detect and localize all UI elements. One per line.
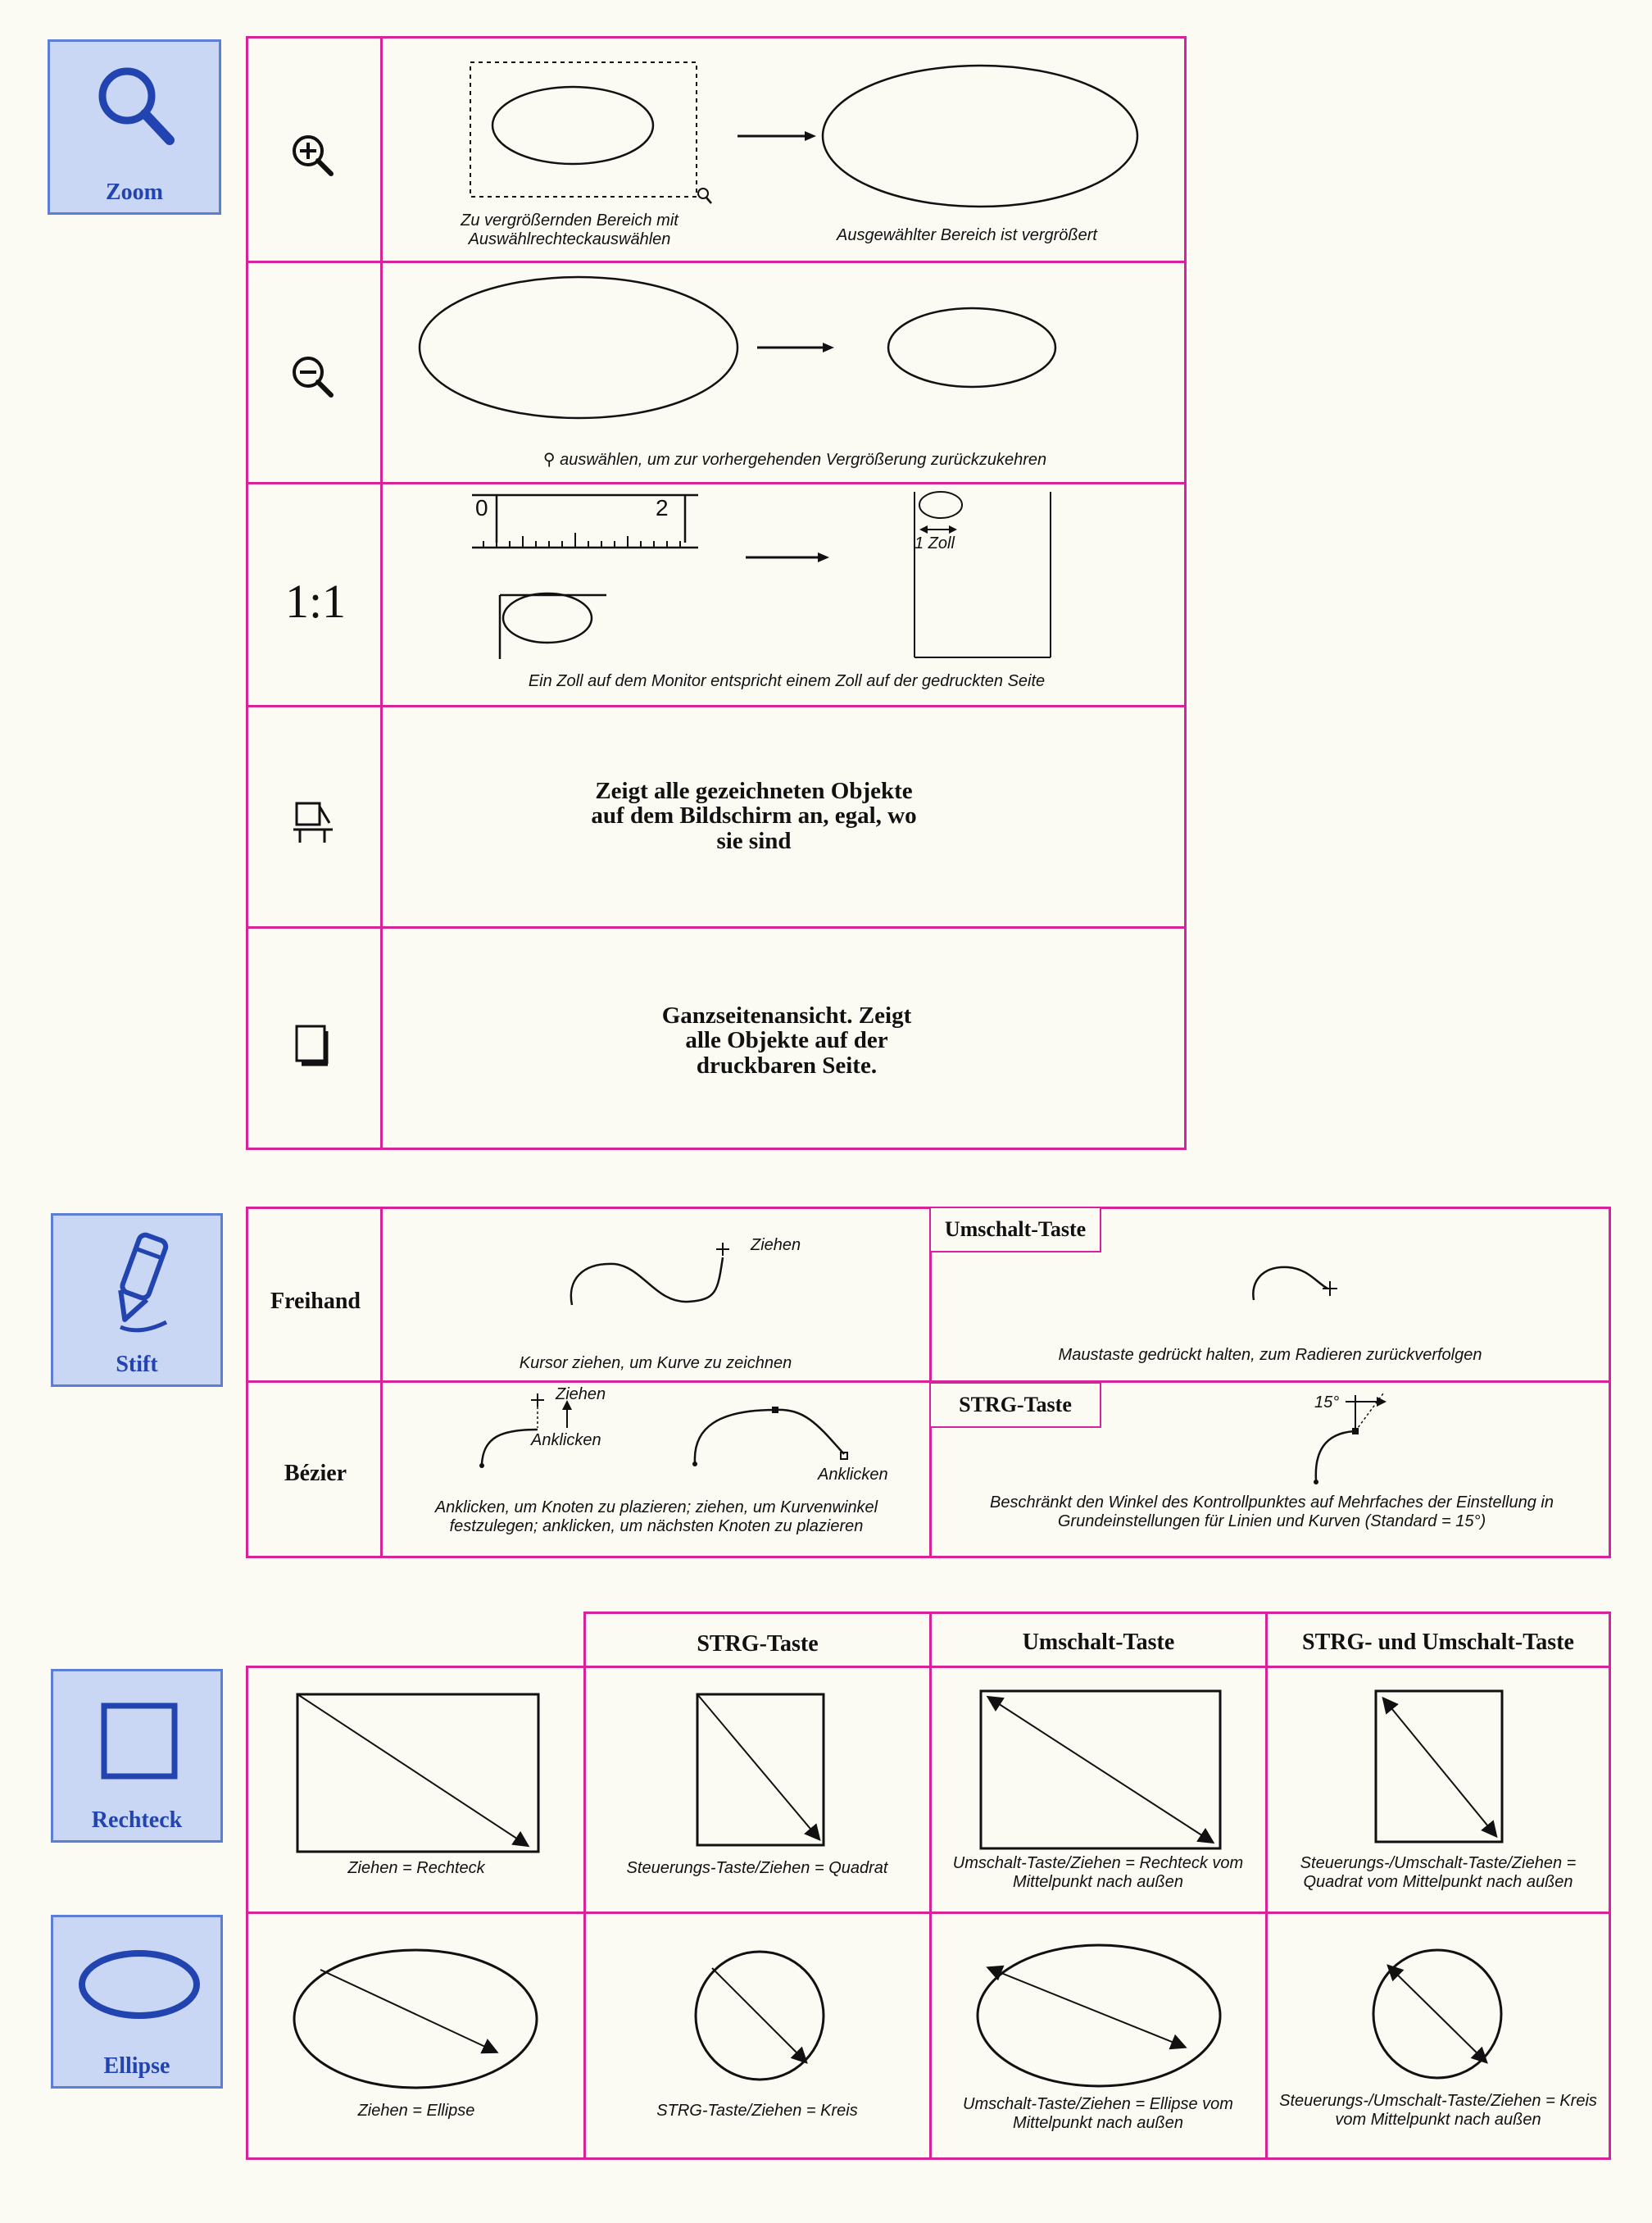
bezier-angle-label: 15°	[1314, 1393, 1340, 1412]
ellipse-caption-3: Umschalt-Taste/Ziehen = Ellipse vom Mittelpunkt nach außen	[963, 2095, 1233, 2132]
freihand-key-label: Umschalt-Taste	[929, 1207, 1101, 1252]
ellipse-caption-4: Steuerungs-/Umschalt-Taste/Ziehen = Kreis vom Mittelpunkt nach außen	[1279, 2092, 1597, 2129]
rectangle-icon	[94, 1696, 184, 1786]
full-page-text: Ganzseitenansicht. Zeigt alle Objekte auf der druckbaren Seite.	[661, 1002, 912, 1079]
magnifier-icon	[91, 60, 181, 150]
ruler-end-label: 2	[656, 495, 669, 521]
zoom-tool-label: Zoom	[106, 180, 163, 205]
bezier-label: Bézier	[284, 1461, 347, 1486]
zoom-in-icon	[288, 131, 338, 180]
ruler-illustration	[393, 489, 1180, 669]
zoom-out-small-icon: ⚲	[542, 451, 560, 469]
rechteck-tool-tile[interactable]	[51, 1669, 223, 1843]
header-umschalt: Umschalt-Taste	[1022, 1630, 1175, 1655]
bezier-click-label-2: Anklicken	[818, 1466, 888, 1484]
zoom-out-caption-text: auswählen, um zur vorhergehenden Vergrößerung zurückzukehren	[560, 451, 1047, 469]
zoom-in-illustration	[393, 49, 1180, 213]
actual-size-caption: Ein Zoll auf dem Monitor entspricht einem Zoll auf der gedruckten Seite	[528, 672, 1046, 690]
bezier-caption: Anklicken, um Knoten zu plazieren; ziehen, um Kurvenwinkel festzulegen; anklicken, um nächsten Knoten zu plazieren	[434, 1498, 878, 1535]
freihand-key-caption: Maustaste gedrückt halten, zum Radieren zurückverfolgen	[1058, 1346, 1482, 1364]
bezier-click-label: Anklicken	[531, 1431, 601, 1449]
freihand-drag-label: Ziehen	[751, 1236, 801, 1254]
header-strg-umschalt: STRG- und Umschalt-Taste	[1302, 1630, 1574, 1655]
ellipse-icon	[74, 1942, 205, 2032]
freihand-label: Freihand	[270, 1289, 361, 1314]
zoom-tool-tile[interactable]	[48, 39, 221, 215]
ruler-start-label: 0	[475, 495, 488, 521]
fit-objects-text: Zeigt alle gezeichneten Objekte auf dem Bildschirm an, egal, wo sie sind	[591, 778, 917, 854]
rect-caption-2: Steuerungs-Taste/Ziehen = Quadrat	[626, 1859, 888, 1877]
ellipse-tool-label: Ellipse	[103, 2053, 170, 2079]
zoom-in-caption-right: Ausgewählter Bereich ist vergrößert	[837, 226, 1097, 244]
pen-icon	[94, 1230, 184, 1337]
full-page-icon	[292, 1021, 341, 1071]
ellipse-caption-1: Ziehen = Ellipse	[357, 2102, 475, 2120]
zoom-out-caption	[459, 451, 1131, 470]
stift-tool-label: Stift	[116, 1352, 158, 1377]
freihand-caption: Kursor ziehen, um Kurve zu zeichnen	[519, 1354, 792, 1372]
fit-objects-icon	[292, 798, 341, 848]
stift-tool-tile[interactable]	[51, 1213, 223, 1387]
rect-caption-3: Umschalt-Taste/Ziehen = Rechteck vom Mittelpunkt nach außen	[952, 1854, 1244, 1891]
actual-size-label: 1:1	[284, 575, 347, 628]
header-strg: STRG-Taste	[697, 1631, 819, 1657]
rect-caption-1: Ziehen = Rechteck	[347, 1859, 485, 1877]
rechteck-tool-label: Rechteck	[91, 1807, 183, 1833]
rect-caption-4: Steuerungs-/Umschalt-Taste/Ziehen = Quadrat vom Mittelpunkt nach außen	[1300, 1854, 1577, 1891]
zoom-out-icon	[288, 352, 338, 402]
measure-label: 1 Zoll	[914, 534, 955, 552]
bezier-key-label: STRG-Taste	[929, 1382, 1101, 1428]
ellipse-caption-2: STRG-Taste/Ziehen = Kreis	[656, 2102, 858, 2120]
freihand-erase-curve	[1246, 1246, 1377, 1320]
ellipse-tool-tile[interactable]	[51, 1915, 223, 2089]
zoom-out-illustration	[393, 270, 1180, 434]
bezier-key-caption: Beschränkt den Winkel des Kontrollpunktes auf Mehrfaches der Einstellung in Grundeinstellungen für Linien und Kurven (Standard = 15°)	[990, 1493, 1554, 1530]
zoom-in-caption-left: Zu vergrößernden Bereich mit Auswählrechteckauswählen	[461, 211, 678, 248]
bezier-drag-label: Ziehen	[556, 1385, 606, 1403]
